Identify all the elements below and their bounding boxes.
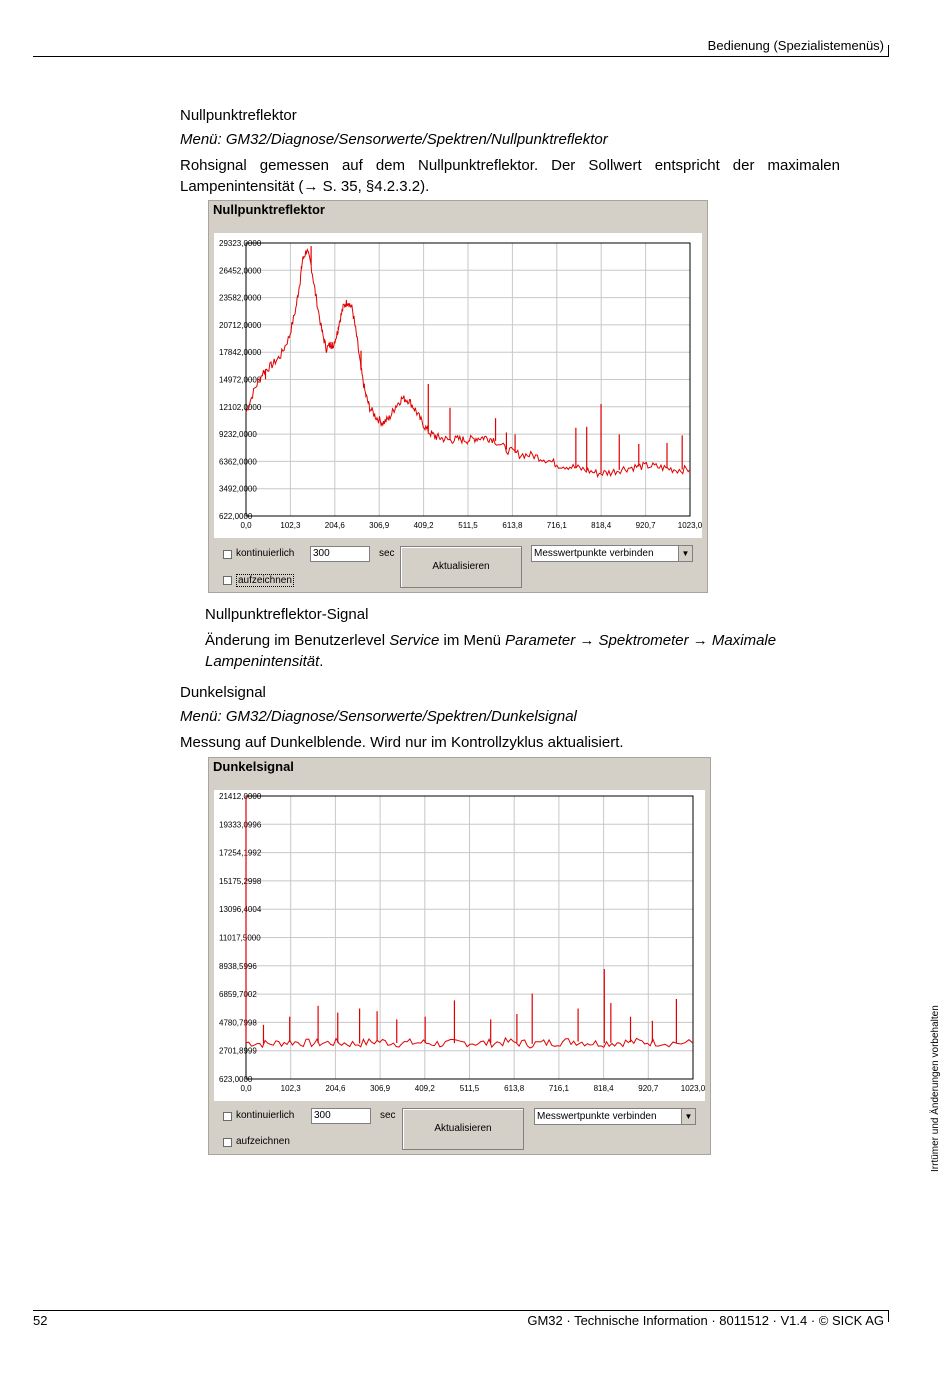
- chart-nullpunktreflektor: [214, 233, 702, 538]
- page-header-title: Bedienung (Spezialistemenüs): [707, 38, 884, 53]
- y-tick-label: 2701,8999: [219, 1046, 257, 1056]
- label-kontinuierlich: kontinuierlich: [236, 548, 295, 559]
- label-aufzeichnen: aufzeichnen: [236, 1136, 290, 1147]
- paragraph-dunkelsignal: Messung auf Dunkelblende. Wird nur im Kontrollzyklus aktualisiert.: [180, 734, 624, 751]
- figure-caption: Nullpunktreflektor-Signal: [205, 606, 369, 623]
- plot-mode-select[interactable]: [534, 1108, 696, 1125]
- y-tick-label: 9232,0000: [219, 430, 257, 440]
- aktualisieren-button[interactable]: Aktualisieren: [400, 546, 522, 588]
- y-tick-label: 14972,0000: [219, 375, 262, 385]
- x-tick-label: 716,1: [546, 521, 567, 530]
- label-aufzeichnen: aufzeichnen: [238, 575, 292, 586]
- x-tick-label: 716,1: [548, 1084, 569, 1093]
- panel-nullpunktreflektor: [208, 200, 708, 593]
- note-end: .: [319, 653, 324, 670]
- x-tick-label: 818,4: [593, 1084, 614, 1093]
- note-prefix: Änderung im Benutzerlevel: [205, 632, 390, 649]
- plot-mode-value: Messwertpunkte verbinden: [537, 1111, 657, 1122]
- paragraph-nullpunktreflektor: Rohsignal gemessen auf dem Nullpunktreflektor. Der Sollwert entspricht der maximalen Lampenintensität (→ S. 35, §4.2.3.2).: [180, 157, 840, 195]
- y-tick-label: 623,0000: [219, 1075, 253, 1084]
- section-heading-dunkelsignal: Dunkelsignal: [180, 684, 266, 701]
- chart-area: [214, 790, 705, 1101]
- y-tick-label: 26452,0000: [219, 266, 262, 276]
- header-rule-tick: [888, 45, 889, 57]
- y-tick-label: 11017,5000: [219, 933, 261, 943]
- chart-area: [214, 233, 702, 538]
- x-tick-label: 409,2: [414, 1084, 435, 1093]
- y-tick-label: 4780,7998: [219, 1018, 257, 1028]
- note-benutzerlevel: [205, 630, 845, 672]
- y-tick-label: 3492,0000: [219, 484, 257, 494]
- footer-rule: [33, 1310, 889, 1311]
- chevron-down-icon[interactable]: ▼: [678, 546, 692, 561]
- y-tick-label: 20712,0000: [219, 320, 262, 330]
- x-tick-label: 613,8: [504, 1084, 525, 1093]
- aktualisieren-button[interactable]: Aktualisieren: [402, 1108, 524, 1150]
- label-kontinuierlich: kontinuierlich: [236, 1110, 295, 1121]
- x-tick-label: 204,6: [324, 521, 345, 530]
- x-tick-label: 1023,0: [677, 521, 702, 530]
- y-tick-label: 622,0000: [219, 512, 253, 521]
- x-tick-label: 306,9: [370, 1084, 391, 1093]
- plot-mode-value: Messwertpunkte verbinden: [534, 548, 654, 559]
- y-tick-label: 6859,7002: [219, 990, 257, 1000]
- unit-label: sec: [380, 1110, 396, 1121]
- chevron-down-icon[interactable]: ▼: [681, 1109, 695, 1124]
- panel-title: Nullpunktreflektor: [213, 202, 325, 217]
- section-heading-nullpunktreflektor: Nullpunktreflektor: [180, 107, 297, 124]
- x-tick-label: 102,3: [280, 521, 301, 530]
- y-tick-label: 19333,0996: [219, 820, 262, 830]
- x-tick-label: 409,2: [413, 521, 434, 530]
- x-tick-label: 0,0: [240, 1084, 252, 1093]
- x-tick-label: 920,7: [638, 1084, 659, 1093]
- x-tick-label: 102,3: [280, 1084, 301, 1093]
- header-rule: [33, 56, 889, 57]
- plot-mode-select[interactable]: [531, 545, 693, 562]
- side-note-disclaimer: Irrtümer und Änderungen vorbehalten: [930, 1005, 941, 1172]
- y-tick-label: 17254,1992: [219, 848, 262, 858]
- x-tick-label: 0,0: [240, 521, 252, 530]
- checkbox-aufzeichnen[interactable]: [223, 1138, 232, 1147]
- panel-title: Dunkelsignal: [213, 759, 294, 774]
- menu-path-dunkelsignal: Menü: GM32/Diagnose/Sensorwerte/Spektren/Dunkelsignal: [180, 708, 577, 725]
- x-tick-label: 306,9: [369, 521, 390, 530]
- y-tick-label: 23582,0000: [219, 293, 262, 303]
- y-tick-label: 21412,0000: [219, 792, 262, 801]
- y-tick-label: 17842,0000: [219, 348, 262, 358]
- chart-dunkelsignal: [214, 790, 705, 1101]
- y-tick-label: 6362,0000: [219, 457, 257, 467]
- checkbox-aufzeichnen[interactable]: [223, 576, 232, 585]
- note-mid: im Menü: [439, 632, 506, 649]
- note-path: Parameter → Spektrometer → Maximale Lampenintensität: [205, 632, 777, 670]
- panel-dunkelsignal: [208, 757, 711, 1155]
- x-tick-label: 511,5: [459, 1084, 480, 1093]
- x-tick-label: 613,8: [502, 521, 523, 530]
- x-tick-label: 920,7: [635, 521, 656, 530]
- checkbox-kontinuierlich[interactable]: [223, 550, 232, 559]
- unit-label: sec: [379, 548, 395, 559]
- x-tick-label: 1023,0: [680, 1084, 705, 1093]
- menu-path-nullpunktreflektor: Menü: GM32/Diagnose/Sensorwerte/Spektren/Nullpunktreflektor: [180, 131, 608, 148]
- page-number: 52: [33, 1313, 48, 1328]
- x-tick-label: 511,5: [458, 521, 478, 530]
- y-tick-label: 12102,0000: [219, 402, 262, 412]
- interval-input[interactable]: 300: [310, 546, 370, 562]
- x-tick-label: 204,6: [325, 1084, 346, 1093]
- y-tick-label: 15175,2998: [219, 876, 262, 886]
- y-tick-label: 13096,4004: [219, 905, 262, 915]
- y-tick-label: 8938,5996: [219, 961, 257, 971]
- footer-info: GM32 · Technische Information · 8011512 · V1.4 · © SICK AG: [527, 1313, 884, 1328]
- x-tick-label: 818,4: [591, 521, 612, 530]
- interval-input[interactable]: 300: [311, 1108, 371, 1124]
- footer-rule-tick: [888, 1310, 889, 1322]
- y-tick-label: 29323,0000: [219, 239, 262, 248]
- checkbox-kontinuierlich[interactable]: [223, 1112, 232, 1121]
- note-level: Service: [389, 632, 440, 649]
